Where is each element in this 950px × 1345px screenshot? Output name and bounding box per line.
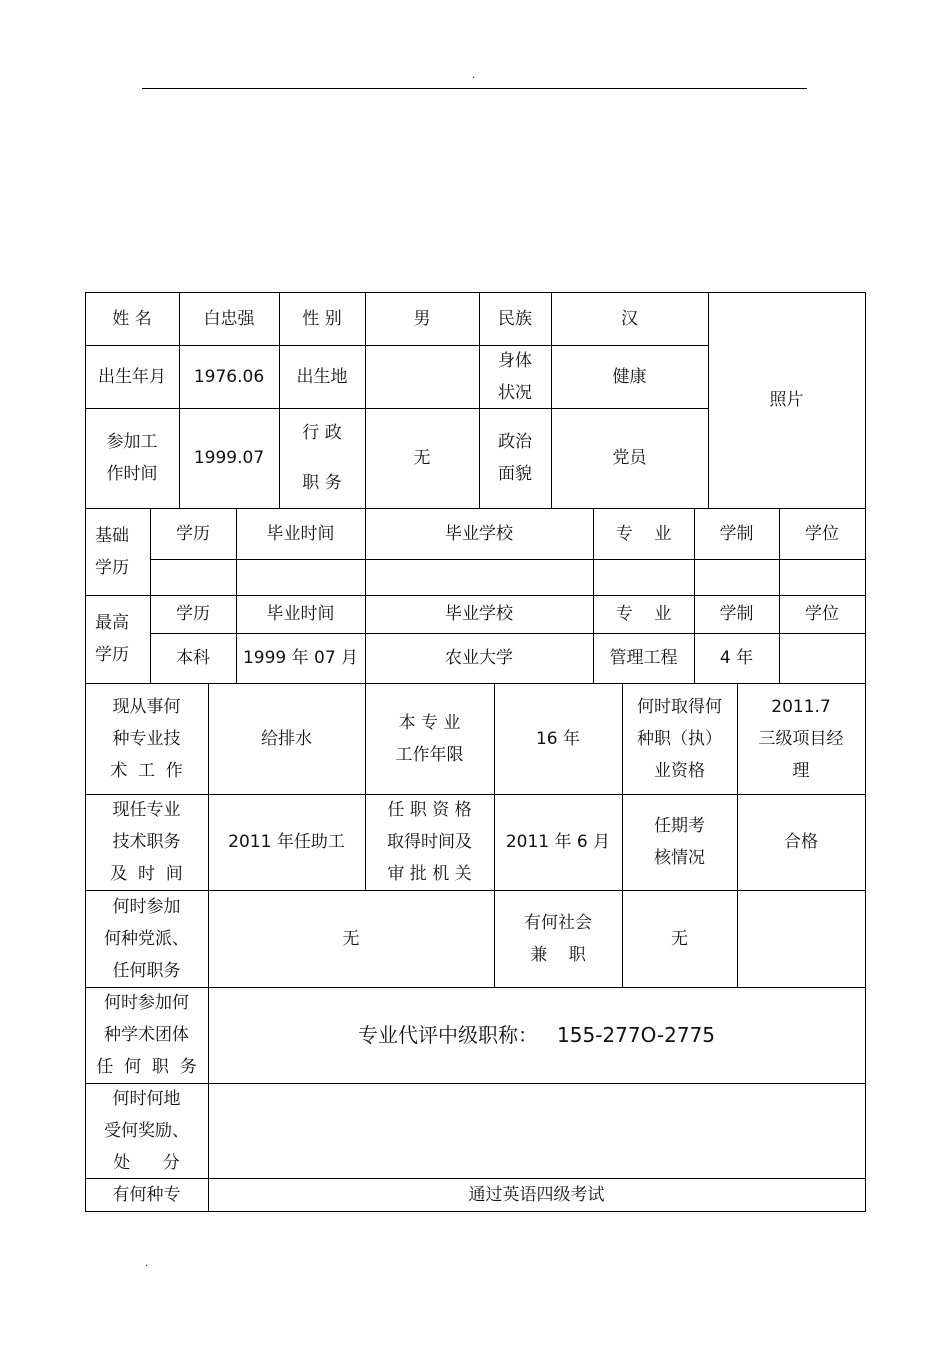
work-start-value: 1999.07: [193, 448, 265, 468]
top-edu-header-degree: 学历: [176, 604, 210, 624]
appoint-label: 任 职 资 格 取得时间及 审 批 机 关: [387, 800, 472, 884]
qualification-value: 2011.7 三级项目经 理: [758, 696, 844, 781]
top-edu-label: 最高 学历: [95, 613, 129, 665]
top-edu-degree: 本科: [176, 648, 210, 668]
qualification-label: 何时取得何 种职（执） 业资格: [637, 696, 722, 781]
footer-mark: .: [145, 1258, 149, 1269]
resume-form: [85, 292, 866, 1212]
basic-edu-label: 基础 学历: [95, 525, 129, 578]
birthplace-label: 出生地: [296, 366, 348, 387]
top-edu-header-length: 学制: [719, 604, 754, 624]
edu-header-school: 毕业学校: [445, 523, 513, 544]
top-edu-length: 4 年: [719, 648, 754, 668]
health-label: 身体 状况: [498, 350, 532, 403]
basic-edu-grad-time: [236, 559, 365, 595]
gender-value: 男: [413, 308, 431, 329]
name-label: 姓 名: [112, 308, 152, 329]
political-label: 政治 面貌: [498, 432, 532, 484]
photo-box: 照片: [769, 390, 804, 410]
edu-header-degree: 学历: [176, 523, 210, 544]
top-edu-degree-title: [779, 633, 865, 683]
top-edu-header-degree-title: 学位: [805, 604, 839, 624]
header-mark: .: [472, 70, 476, 81]
appoint-value: 2011 年 6 月: [505, 832, 611, 852]
social-value: 无: [671, 928, 688, 949]
awards-value: [208, 1083, 865, 1178]
years-label: 本 专 业 工作年限: [395, 712, 464, 765]
basic-edu-length: [694, 559, 779, 595]
years-value: 16 年: [535, 728, 581, 749]
admin-post-label: 行 政 职 务: [302, 423, 342, 493]
assessment-label: 任期考 核情况: [654, 816, 705, 868]
top-edu-grad-time: 1999 年 07 月: [242, 648, 359, 668]
skill-label: 有何种专: [112, 1184, 181, 1205]
academic-value: 专业代评中级职称： 155-277O-2775: [357, 1023, 716, 1047]
edu-header-length: 学制: [719, 523, 754, 544]
name-value: 白忠强: [203, 308, 255, 329]
basic-edu-school: [365, 559, 593, 595]
ethnicity-value: 汉: [621, 308, 638, 329]
current-title-label: 现任专业 技术职务 及 时 间: [110, 800, 183, 884]
current-title-value: 2011 年任助工: [228, 832, 345, 852]
basic-edu-degree-title: [779, 559, 865, 595]
edu-header-degree-title: 学位: [805, 523, 839, 544]
edu-header-grad-time: 毕业时间: [266, 523, 335, 544]
edu-header-major: 专 业: [615, 523, 672, 544]
basic-edu-major: [593, 559, 694, 595]
ethnicity-label: 民族: [498, 308, 532, 329]
party-label: 何时参加 何种党派、 任何职务: [104, 896, 189, 981]
top-edu-major: 管理工程: [609, 648, 678, 668]
health-value: 健康: [612, 366, 647, 387]
admin-post-value: 无: [413, 448, 431, 468]
tech-work-value: 给排水: [261, 728, 312, 749]
work-start-label: 参加工 作时间: [106, 432, 158, 484]
birth-value: 1976.06: [193, 366, 265, 387]
gender-label: 性 别: [302, 308, 342, 329]
top-edu-header-grad-time: 毕业时间: [266, 604, 335, 624]
top-edu-school: 农业大学: [445, 648, 513, 668]
political-value: 党员: [612, 448, 647, 468]
academic-label: 何时参加何 种学术团体 任 何 职 务: [96, 993, 197, 1077]
birth-label: 出生年月: [98, 366, 166, 387]
tech-work-label: 现从事何 种专业技 术 工 作: [110, 696, 183, 781]
awards-label: 何时何地 受何奖励、 处 分: [104, 1088, 189, 1173]
top-edu-header-major: 专 业: [615, 604, 672, 624]
birthplace-value: [365, 345, 479, 408]
skill-value: 通过英语四级考试: [468, 1184, 605, 1205]
social-label: 有何社会 兼 职: [524, 912, 592, 965]
assessment-value: 合格: [784, 832, 818, 852]
header-rule: [142, 88, 807, 89]
top-edu-header-school: 毕业学校: [445, 604, 513, 624]
basic-edu-degree: [150, 559, 236, 595]
party-value: 无: [342, 928, 360, 949]
